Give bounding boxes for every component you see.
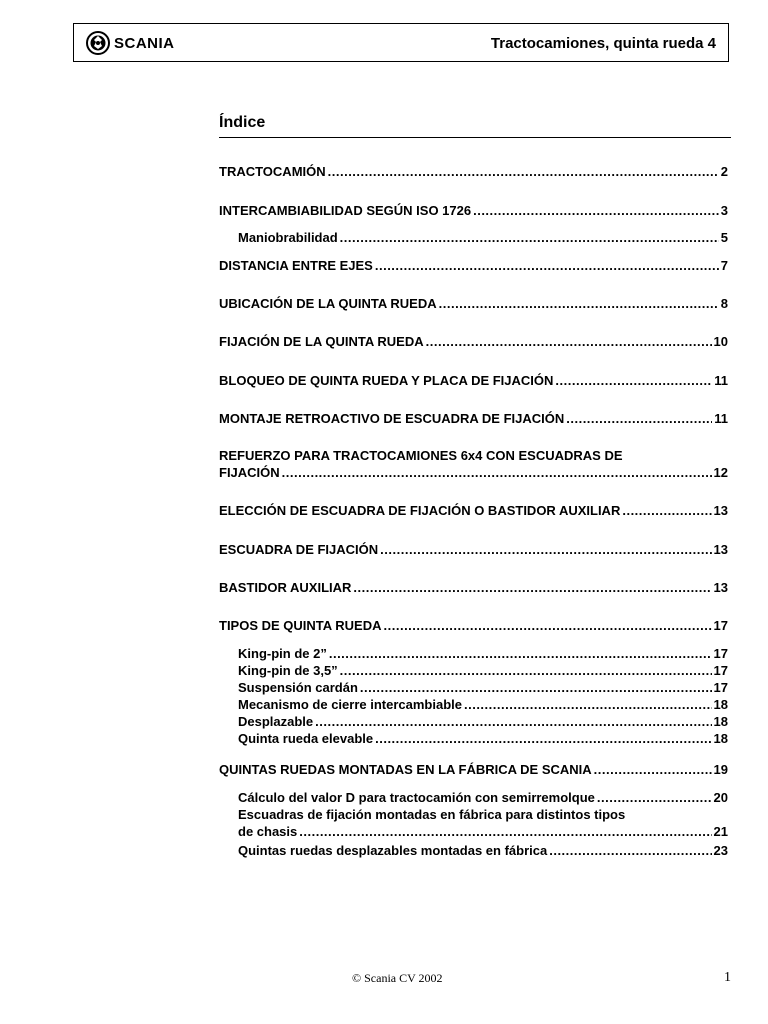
- toc-entry-label-line1: Escuadras de fijación montadas en fábrica para distintos tipos: [238, 807, 626, 822]
- toc-entry-label: Cálculo del valor D para tractocamión con semirremolque: [238, 790, 595, 805]
- toc-leader-dots: [299, 823, 711, 840]
- toc-entry-page: 13: [713, 542, 728, 557]
- toc-entry-page: 11: [714, 411, 728, 426]
- toc-leader-dots: [426, 333, 712, 350]
- toc-entry-page: 17: [713, 618, 728, 633]
- toc-entry-label: King-pin de 2”: [238, 646, 327, 661]
- toc-entry[interactable]: [219, 333, 728, 350]
- toc-entry-page: 3: [720, 203, 728, 218]
- toc-entry[interactable]: [219, 541, 728, 558]
- toc-entry-label: ELECCIÓN DE ESCUADRA DE FIJACIÓN O BASTIDOR AUXILIAR: [219, 503, 621, 518]
- toc-entry-label: TRACTOCAMIÓN: [219, 164, 326, 179]
- toc-subentry[interactable]: [238, 713, 728, 730]
- toc-entry[interactable]: [219, 295, 728, 312]
- toc-entry-label: ESCUADRA DE FIJACIÓN: [219, 542, 379, 557]
- toc-subentry[interactable]: [238, 789, 728, 806]
- toc-leader-dots: [353, 579, 711, 596]
- toc-leader-dots: [360, 679, 712, 696]
- toc-subentry[interactable]: [238, 662, 728, 679]
- toc-leader-dots: [380, 541, 711, 558]
- toc-subentry[interactable]: [238, 730, 728, 747]
- toc-entry-page: 11: [714, 373, 728, 388]
- toc-entry-page: 17: [713, 663, 728, 678]
- toc-entry-label: Suspensión cardán: [238, 680, 358, 695]
- toc-leader-dots: [566, 410, 712, 427]
- toc-entry-page: 17: [713, 646, 728, 661]
- toc-entry[interactable]: [219, 372, 728, 389]
- toc-subentry[interactable]: [238, 806, 728, 840]
- toc-entry-page: 7: [720, 258, 728, 273]
- toc-entry-label: QUINTAS RUEDAS MONTADAS EN LA FÁBRICA DE SCANIA: [219, 762, 592, 777]
- toc-leader-dots: [375, 730, 711, 747]
- toc-entry-label: UBICACIÓN DE LA QUINTA RUEDA: [219, 296, 437, 311]
- toc-entry-page: 20: [713, 790, 728, 805]
- toc-entry-label: de chasis: [238, 824, 298, 839]
- toc-leader-dots: [340, 229, 719, 246]
- toc-entry-label: INTERCAMBIABILIDAD SEGÚN ISO 1726: [219, 203, 472, 218]
- toc-entry-label: BLOQUEO DE QUINTA RUEDA Y PLACA DE FIJACIÓN: [219, 373, 554, 388]
- copyright-footer: © Scania CV 2002: [352, 971, 443, 985]
- toc-entry-page: 18: [713, 714, 728, 729]
- index-heading: Índice: [219, 114, 266, 131]
- toc-leader-dots: [282, 464, 712, 481]
- toc-entry-label: FIJACIÓN DE LA QUINTA RUEDA: [219, 334, 424, 349]
- toc-entry[interactable]: [219, 579, 728, 596]
- toc-entry-page: 18: [713, 731, 728, 746]
- toc-entry-label: FIJACIÓN: [219, 465, 280, 480]
- toc-entry-label: Maniobrabilidad: [238, 230, 338, 245]
- toc-entry-label: King-pin de 3,5”: [238, 663, 338, 678]
- toc-entry-page: 12: [713, 465, 728, 480]
- toc-entry-page: 13: [713, 580, 728, 595]
- toc-entry-page: 2: [720, 164, 728, 179]
- toc-subentry[interactable]: [238, 229, 728, 246]
- toc-subentry[interactable]: [238, 842, 728, 859]
- toc-entry-label: Mecanismo de cierre intercambiable: [238, 697, 462, 712]
- toc-entry[interactable]: [219, 502, 728, 519]
- toc-leader-dots: [439, 295, 719, 312]
- toc-leader-dots: [622, 502, 711, 519]
- toc-leader-dots: [597, 789, 712, 806]
- toc-entry[interactable]: [219, 202, 728, 219]
- toc-entry-page: 23: [713, 843, 728, 858]
- toc-entry-page: 5: [720, 230, 728, 245]
- toc-entry-label: DISTANCIA ENTRE EJES: [219, 258, 373, 273]
- heading-divider: [219, 137, 731, 138]
- toc-entry-label: Desplazable: [238, 714, 314, 729]
- page-number: 1: [724, 970, 731, 985]
- toc-entry-page: 19: [713, 762, 728, 777]
- toc-subentry[interactable]: [238, 696, 728, 713]
- toc-entry[interactable]: [219, 257, 728, 274]
- toc-leader-dots: [594, 761, 712, 778]
- toc-entry-label-line1: REFUERZO PARA TRACTOCAMIONES 6x4 CON ESCUADRAS DE: [219, 448, 623, 463]
- document-title: Tractocamiones, quinta rueda 4: [490, 35, 716, 52]
- toc-leader-dots: [473, 202, 719, 219]
- toc-entry-page: 10: [713, 334, 728, 349]
- toc-leader-dots: [329, 645, 712, 662]
- toc-entry[interactable]: [219, 163, 728, 180]
- toc-entry[interactable]: [219, 447, 728, 481]
- toc-leader-dots: [464, 696, 712, 713]
- toc-entry-page: 17: [713, 680, 728, 695]
- brand-name: SCANIA: [114, 34, 175, 52]
- toc-entry-label: MONTAJE RETROACTIVO DE ESCUADRA DE FIJACIÓN: [219, 411, 565, 426]
- toc-entry-label: Quinta rueda elevable: [238, 731, 374, 746]
- toc-entry-page: 13: [713, 503, 728, 518]
- page-header: [73, 23, 729, 62]
- toc-leader-dots: [375, 257, 719, 274]
- toc-leader-dots: [549, 842, 711, 859]
- toc-leader-dots: [384, 617, 712, 634]
- griffin-emblem-icon: [86, 30, 110, 56]
- toc-leader-dots: [328, 163, 719, 180]
- toc-entry-label: Quintas ruedas desplazables montadas en fábrica: [238, 843, 548, 858]
- toc-subentry[interactable]: [238, 679, 728, 696]
- toc-entry-page: 8: [720, 296, 728, 311]
- toc-leader-dots: [340, 662, 712, 679]
- scania-logo: [86, 29, 175, 57]
- toc-entry-page: 21: [713, 824, 728, 839]
- toc-entry-label: BASTIDOR AUXILIAR: [219, 580, 352, 595]
- toc-subentry[interactable]: [238, 645, 728, 662]
- toc-leader-dots: [555, 372, 712, 389]
- toc-leader-dots: [315, 713, 711, 730]
- toc-entry[interactable]: [219, 761, 728, 778]
- toc-entry[interactable]: [219, 410, 728, 427]
- toc-entry-label: TIPOS DE QUINTA RUEDA: [219, 618, 382, 633]
- toc-entry-page: 18: [713, 697, 728, 712]
- toc-entry[interactable]: [219, 617, 728, 634]
